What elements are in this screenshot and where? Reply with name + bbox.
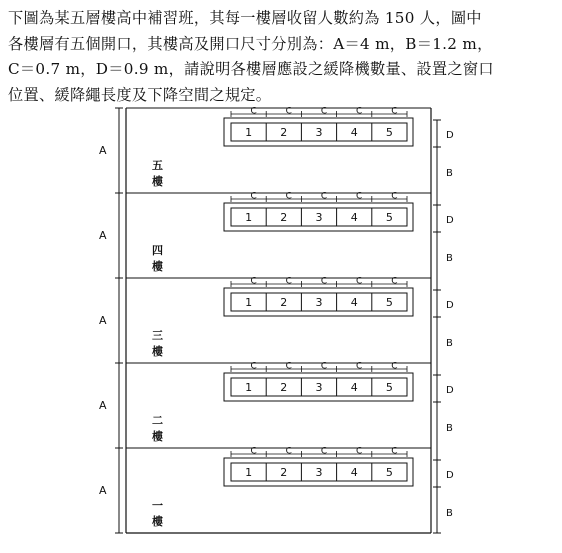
- width-label-c: C: [356, 191, 363, 202]
- floor-name-2: 二: [152, 414, 163, 427]
- floor-name-suffix-2: 樓: [152, 430, 163, 443]
- width-label-c: C: [320, 446, 328, 457]
- width-label-c: C: [391, 276, 398, 287]
- opening-number-4: 4: [350, 466, 358, 479]
- opening-number-3: 3: [315, 211, 323, 224]
- width-label-c: C: [320, 106, 328, 117]
- opening-number-3: 3: [315, 296, 323, 309]
- opening-number-5: 5: [385, 466, 393, 479]
- opening-number-1: 1: [245, 211, 253, 224]
- height-label-a: A: [99, 484, 107, 497]
- opening-number-2: 2: [280, 126, 288, 139]
- question-line-2: 各樓層有五個開口，其樓高及開口尺寸分別為：A＝4 m，B＝1.2 m，: [8, 34, 493, 53]
- width-label-c: C: [285, 361, 292, 372]
- sill-label-b: B: [446, 423, 453, 434]
- floor-name-1: 一: [152, 499, 163, 512]
- sill-label-b: B: [446, 168, 453, 179]
- width-label-c: C: [356, 446, 363, 457]
- opening-number-1: 1: [245, 296, 253, 309]
- width-label-c: C: [250, 106, 257, 117]
- opening-label-d: D: [446, 130, 454, 141]
- opening-number-5: 5: [385, 296, 393, 309]
- height-label-a: A: [99, 229, 107, 242]
- height-label-a: A: [99, 144, 107, 157]
- opening-number-5: 5: [385, 381, 393, 394]
- sill-label-b: B: [446, 338, 453, 349]
- opening-number-1: 1: [245, 381, 253, 394]
- floor-name-suffix-1: 樓: [152, 515, 163, 528]
- opening-number-1: 1: [245, 466, 253, 479]
- floor-name-4: 四: [152, 244, 163, 257]
- opening-label-d: D: [446, 470, 454, 481]
- opening-number-3: 3: [315, 126, 323, 139]
- opening-number-3: 3: [315, 466, 323, 479]
- opening-number-4: 4: [350, 296, 358, 309]
- question-line-4: 位置、緩降繩長度及下降空間之規定。: [8, 85, 272, 104]
- height-label-a: A: [99, 314, 107, 327]
- width-label-c: C: [250, 191, 257, 202]
- opening-label-d: D: [446, 300, 454, 311]
- floor-name-suffix-4: 樓: [152, 260, 163, 273]
- floor-name-5: 五: [152, 159, 163, 172]
- width-label-c: C: [285, 276, 292, 287]
- floor-name-suffix-3: 樓: [152, 345, 163, 358]
- width-label-c: C: [391, 106, 398, 117]
- opening-number-2: 2: [280, 466, 288, 479]
- sill-label-b: B: [446, 508, 453, 519]
- width-label-c: C: [320, 361, 328, 372]
- opening-number-2: 2: [280, 296, 288, 309]
- opening-number-5: 5: [385, 211, 393, 224]
- width-label-c: C: [391, 361, 398, 372]
- height-label-a: A: [99, 399, 107, 412]
- opening-number-3: 3: [315, 381, 323, 394]
- opening-number-4: 4: [350, 381, 358, 394]
- width-label-c: C: [391, 446, 398, 457]
- opening-number-2: 2: [280, 381, 288, 394]
- floor-name-3: 三: [152, 329, 163, 342]
- width-label-c: C: [320, 276, 328, 287]
- width-label-c: C: [320, 191, 328, 202]
- width-label-c: C: [356, 361, 363, 372]
- width-label-c: C: [285, 191, 292, 202]
- opening-number-5: 5: [385, 126, 393, 139]
- width-label-c: C: [285, 446, 292, 457]
- width-label-c: C: [391, 191, 398, 202]
- opening-label-d: D: [446, 215, 454, 226]
- floor-name-suffix-5: 樓: [152, 175, 163, 188]
- opening-number-1: 1: [245, 126, 253, 139]
- width-label-c: C: [285, 106, 292, 117]
- width-label-c: C: [356, 276, 363, 287]
- opening-label-d: D: [446, 385, 454, 396]
- sill-label-b: B: [446, 253, 453, 264]
- width-label-c: C: [250, 361, 257, 372]
- width-label-c: C: [250, 446, 257, 457]
- opening-number-4: 4: [350, 126, 358, 139]
- opening-number-4: 4: [350, 211, 358, 224]
- question-line-3: C＝0.7 m，D＝0.9 m，請說明各樓層應設之緩降機數量、設置之窗口: [8, 60, 494, 78]
- question-line-1: 下圖為某五層樓高中補習班，其每一樓層收留人數約為 150 人，圖中: [8, 9, 482, 27]
- opening-number-2: 2: [280, 211, 288, 224]
- width-label-c: C: [356, 106, 363, 117]
- width-label-c: C: [250, 276, 257, 287]
